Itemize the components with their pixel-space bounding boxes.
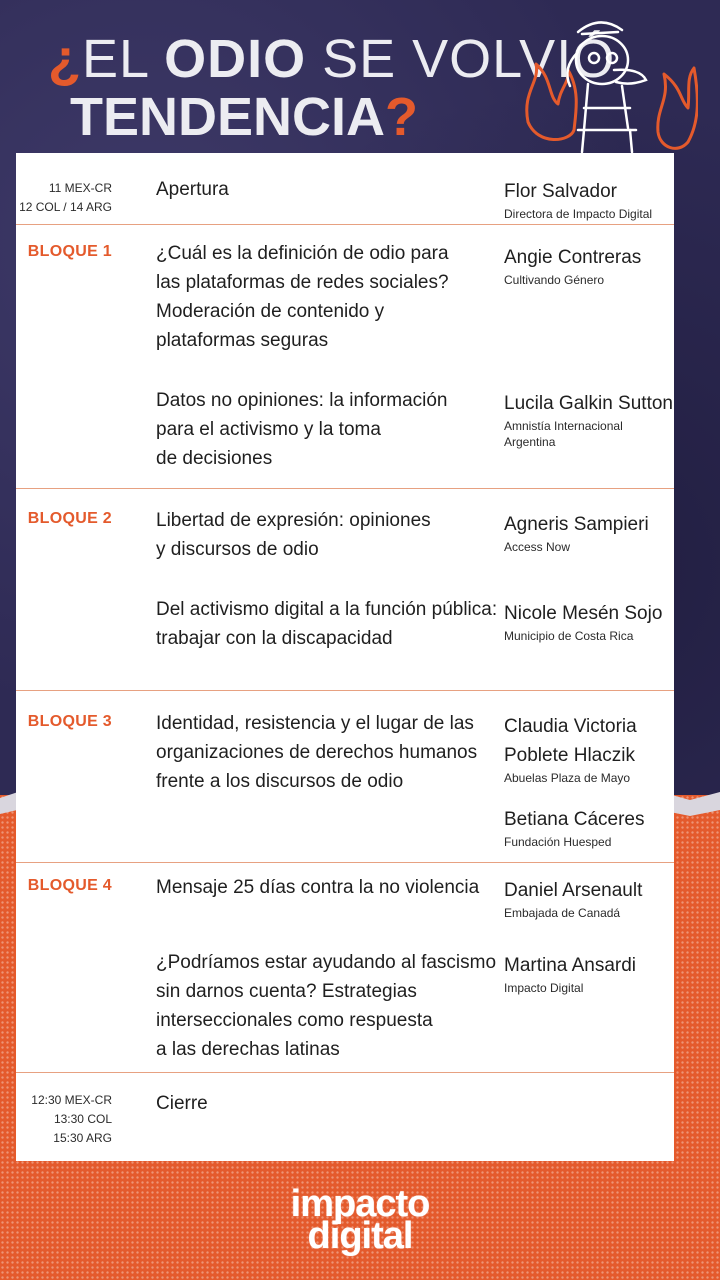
dog-on-chair-with-flames-icon bbox=[518, 12, 698, 162]
speaker-name: Nicole Mesén Sojo bbox=[504, 603, 663, 624]
block-4-label: BLOQUE 4 bbox=[27, 877, 112, 894]
topic-line: a las derechas latinas bbox=[156, 1039, 340, 1060]
block-4-session-1-topic bbox=[156, 873, 501, 902]
block-2-session-2-topic bbox=[156, 595, 501, 653]
divider bbox=[16, 862, 674, 863]
title-question-open: ¿ bbox=[48, 29, 82, 89]
divider bbox=[16, 488, 674, 489]
topic-line: ¿Cuál es la definición de odio para bbox=[156, 243, 449, 264]
closing-time-line: 12:30 MEX-CR bbox=[31, 1093, 112, 1107]
block-2-session-1-topic bbox=[156, 506, 501, 564]
topic-line: trabajar con la discapacidad bbox=[156, 628, 393, 649]
closing-time-line: 13:30 COL bbox=[53, 1112, 112, 1126]
topic-line: Libertad de expresión: opiniones bbox=[156, 510, 431, 531]
topic-line: frente a los discursos de odio bbox=[156, 771, 404, 792]
block-1-label: BLOQUE 1 bbox=[27, 243, 112, 260]
topic-line: y discursos de odio bbox=[156, 539, 319, 560]
speaker-org: Municipio de Costa Rica bbox=[504, 629, 634, 643]
speaker-name: Betiana Cáceres bbox=[504, 809, 645, 830]
speaker-org: Embajada de Canadá bbox=[504, 906, 621, 920]
block-1-session-1-topic bbox=[156, 239, 501, 355]
schedule-card bbox=[16, 153, 674, 1161]
title-line2: TENDENCIA bbox=[70, 87, 386, 147]
speaker-name: Lucila Galkin Sutton bbox=[504, 393, 673, 414]
speaker-org: Fundación Huesped bbox=[504, 835, 612, 849]
block-4-session-2-topic bbox=[156, 948, 501, 1064]
topic-line: Moderación de contenido y bbox=[156, 301, 385, 322]
logo-line2: digital bbox=[307, 1215, 413, 1258]
divider bbox=[16, 224, 674, 225]
opening-speaker bbox=[504, 177, 674, 222]
impacto-digital-logo bbox=[0, 1183, 720, 1258]
topic-line: sin darnos cuenta? Estrategias bbox=[156, 981, 417, 1002]
title-word-el: EL bbox=[82, 29, 149, 89]
topic-line: Del activismo digital a la función pública: bbox=[156, 599, 498, 620]
divider bbox=[16, 690, 674, 691]
block-1-session-2-speaker bbox=[504, 389, 674, 450]
speaker-org: Directora de Impacto Digital bbox=[504, 207, 653, 221]
speaker-name: Martina Ansardi bbox=[504, 955, 637, 976]
block-1-session-2-topic bbox=[156, 386, 501, 473]
topic-line: para el activismo y la toma bbox=[156, 419, 381, 440]
speaker-name: Agneris Sampieri bbox=[504, 514, 649, 535]
opening-time-line2: 12 COL / 14 ARG bbox=[19, 200, 112, 214]
speaker-org: Amnistía Internacional Argentina bbox=[504, 419, 623, 449]
topic-line: Datos no opiniones: la información bbox=[156, 390, 448, 411]
block-2-label: BLOQUE 2 bbox=[27, 510, 112, 527]
topic-line: interseccionales como respuesta bbox=[156, 1010, 433, 1031]
speaker-name: Angie Contreras bbox=[504, 247, 642, 268]
topic-line: Mensaje 25 días contra la no violencia bbox=[156, 877, 480, 898]
block-3-session-1-speaker-2 bbox=[504, 805, 674, 850]
closing-time-line: 15:30 ARG bbox=[53, 1131, 112, 1145]
speaker-name: Poblete Hlaczik bbox=[504, 745, 635, 766]
title-word-rest: SE VOLVIÓ bbox=[322, 29, 616, 89]
opening-time-line1: 11 MEX-CR bbox=[48, 181, 112, 195]
topic-line: ¿Podríamos estar ayudando al fascismo bbox=[156, 952, 497, 973]
closing-topic: Cierre bbox=[156, 1093, 208, 1114]
block-2-session-2-speaker bbox=[504, 599, 674, 644]
speaker-org: Access Now bbox=[504, 540, 571, 554]
block-4-session-2-speaker bbox=[504, 951, 674, 996]
opening-topic: Apertura bbox=[156, 179, 229, 200]
speaker-name: Claudia Victoria bbox=[504, 716, 637, 737]
speaker-name: Daniel Arsenault bbox=[504, 880, 643, 901]
opening-time bbox=[16, 179, 112, 217]
block-2-session-1-speaker bbox=[504, 510, 674, 555]
speaker-org: Cultivando Género bbox=[504, 273, 605, 287]
divider bbox=[16, 1072, 674, 1073]
speaker-org: Impacto Digital bbox=[504, 981, 584, 995]
block-3-label: BLOQUE 3 bbox=[27, 713, 112, 730]
topic-line: Identidad, resistencia y el lugar de las bbox=[156, 713, 474, 734]
topic-line: organizaciones de derechos humanos bbox=[156, 742, 478, 763]
title-word-odio: ODIO bbox=[164, 29, 307, 89]
title-question-close: ? bbox=[385, 87, 419, 147]
logo-line1: impacto bbox=[290, 1183, 430, 1225]
topic-line: de decisiones bbox=[156, 448, 273, 469]
block-3-session-1-topic bbox=[156, 709, 501, 796]
speaker-name: Flor Salvador bbox=[504, 181, 617, 202]
speaker-org: Abuelas Plaza de Mayo bbox=[504, 771, 631, 785]
block-3-session-1-speaker-1 bbox=[504, 712, 674, 786]
topic-line: plataformas seguras bbox=[156, 330, 329, 351]
block-1-session-1-speaker bbox=[504, 243, 674, 288]
closing-time bbox=[16, 1091, 112, 1148]
topic-line: las plataformas de redes sociales? bbox=[156, 272, 449, 293]
block-4-session-1-speaker bbox=[504, 876, 674, 921]
